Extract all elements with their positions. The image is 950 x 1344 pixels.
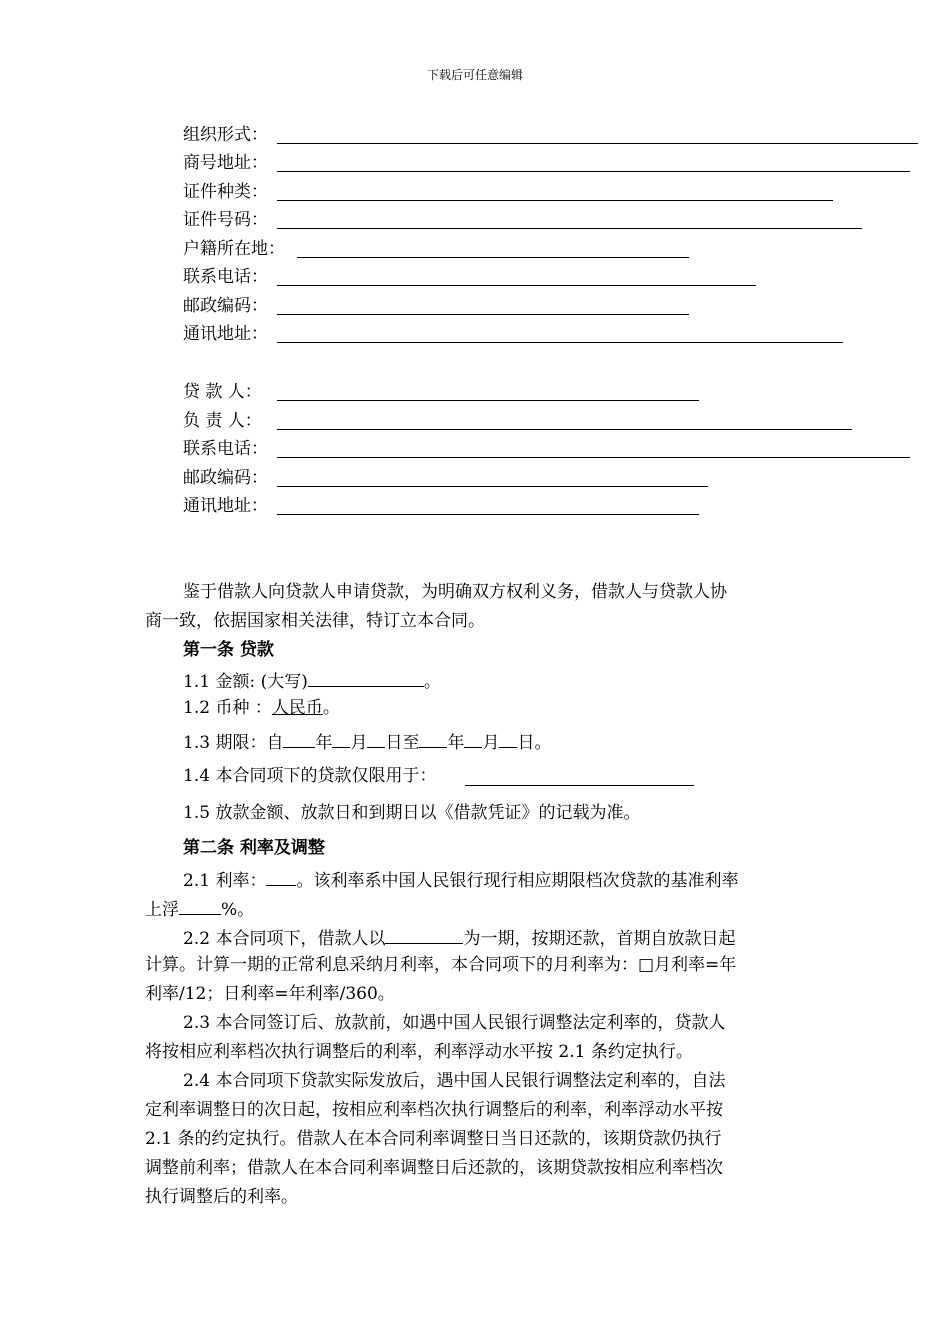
end-day-blank[interactable] — [499, 730, 517, 748]
lender-line[interactable] — [277, 400, 699, 401]
percent-sign: %。 — [221, 900, 255, 920]
id-number-label: 证件号码： — [183, 210, 268, 230]
borrower-postcode-line[interactable] — [277, 314, 689, 315]
borrower-address-label: 通讯地址： — [183, 324, 268, 344]
para-2-4-line-2: 定利率调整日的次日起，按相应利率档次执行调整后的利率，利率浮动水平按 — [145, 1100, 723, 1120]
para-2-4-line-4: 调整前利率；借款人在本合同利率调整日后还款的，该期贷款按相应利率档次 — [145, 1158, 723, 1178]
lender-address-line[interactable] — [277, 514, 699, 515]
lender-address-label: 通讯地址： — [183, 496, 268, 516]
start-day-blank[interactable] — [367, 730, 385, 748]
end-year-blank[interactable] — [419, 730, 447, 748]
rate-label: 2.1 利率： — [183, 871, 267, 891]
item-1-4-label: 1.4 本合同项下的贷款仅限用于： — [183, 766, 437, 786]
lender-phone-line[interactable] — [277, 457, 910, 458]
end-month-unit: 月 — [482, 733, 500, 753]
item-1-2-end: 。 — [322, 698, 340, 718]
loan-purpose-line[interactable] — [465, 785, 694, 786]
para-2-1-line-2 — [145, 897, 254, 920]
rate-blank[interactable] — [266, 868, 296, 886]
item-1-1-end: 。 — [423, 672, 441, 692]
para-2-3-line-1: 2.3 本合同签订后、放款前，如遇中国人民银行调整法定利率的，贷款人 — [183, 1013, 726, 1033]
id-type-line[interactable] — [277, 200, 833, 201]
period-blank[interactable] — [385, 926, 463, 944]
preamble-line-1: 鉴于借款人向贷款人申请贷款，为明确双方权利义务，借款人与贷款人协 — [183, 582, 727, 602]
borrower-address-line[interactable] — [277, 342, 843, 343]
article-2-title: 第二条 利率及调整 — [183, 838, 325, 858]
float-blank[interactable] — [179, 897, 221, 915]
start-day-unit: 日至 — [385, 733, 420, 753]
para-2-2-line-2: 计算。计算一期的正常利息采纳月利率，本合同项下的月利率为：□月利率=年 — [145, 955, 737, 975]
lender-postcode-line[interactable] — [277, 486, 708, 487]
end-day-unit: 日。 — [517, 733, 552, 753]
end-year-unit: 年 — [447, 733, 465, 753]
borrower-postcode-label: 邮政编码： — [183, 296, 268, 316]
start-year-blank[interactable] — [283, 730, 315, 748]
lender-phone-label: 联系电话： — [183, 439, 268, 459]
start-month-unit: 月 — [350, 733, 368, 753]
item-1-2-label: 1.2 币种 ： — [183, 698, 272, 718]
rate-description: 。该利率系中国人民银行现行相应期限档次贷款的基准利率 — [296, 871, 739, 891]
period-label: 2.2 本合同项下，借款人以 — [183, 929, 386, 949]
para-2-4-line-5: 执行调整后的利率。 — [145, 1187, 298, 1207]
page-header: 下载后可任意编辑 — [426, 68, 523, 82]
org-form-line[interactable] — [277, 143, 918, 144]
item-1-2 — [183, 698, 340, 718]
lender-postcode-label: 邮政编码： — [183, 468, 268, 488]
business-address-label: 商号地址： — [183, 153, 268, 173]
household-line[interactable] — [297, 257, 689, 258]
item-1-5: 1.5 放款金额、放款日和到期日以《借款凭证》的记载为准。 — [183, 803, 641, 823]
business-address-line[interactable] — [277, 171, 910, 172]
period-description: 为一期，按期还款，首期自放款日起 — [463, 929, 736, 949]
lender-label: 贷 款 人： — [183, 382, 262, 402]
currency-value: 人民币 — [271, 698, 323, 718]
responsible-person-label: 负 责 人： — [183, 411, 262, 431]
para-2-2-line-3: 利率/12；日利率=年利率/360。 — [145, 984, 395, 1004]
item-1-3 — [183, 730, 551, 753]
term-label: 1.3 期限：自 — [183, 733, 284, 753]
id-number-line[interactable] — [277, 228, 862, 229]
para-2-1-line-1 — [183, 868, 738, 891]
start-year-unit: 年 — [315, 733, 333, 753]
id-type-label: 证件种类： — [183, 182, 268, 202]
borrower-phone-line[interactable] — [277, 285, 756, 286]
borrower-phone-label: 联系电话： — [183, 267, 268, 287]
end-month-blank[interactable] — [464, 730, 482, 748]
item-1-1 — [183, 669, 441, 692]
para-2-2-line-1 — [183, 926, 735, 949]
float-label: 上浮 — [145, 900, 179, 920]
para-2-4-line-3: 2.1 条的约定执行。借款人在本合同利率调整日当日还款的，该期贷款仍执行 — [145, 1129, 722, 1149]
start-month-blank[interactable] — [332, 730, 350, 748]
amount-blank[interactable] — [308, 669, 424, 687]
household-label: 户籍所在地： — [183, 239, 285, 259]
org-form-label: 组织形式： — [183, 125, 268, 145]
article-1-title: 第一条 贷款 — [183, 640, 274, 660]
para-2-3-line-2: 将按相应利率档次执行调整后的利率，利率浮动水平按 2.1 条约定执行。 — [145, 1042, 693, 1062]
responsible-person-line[interactable] — [277, 429, 852, 430]
item-1-1-label: 1.1 金额: (大写) — [183, 672, 308, 692]
para-2-4-line-1: 2.4 本合同项下贷款实际发放后，遇中国人民银行调整法定利率的，自法 — [183, 1071, 726, 1091]
preamble-line-2: 商一致，依据国家相关法律，特订立本合同。 — [145, 611, 485, 631]
